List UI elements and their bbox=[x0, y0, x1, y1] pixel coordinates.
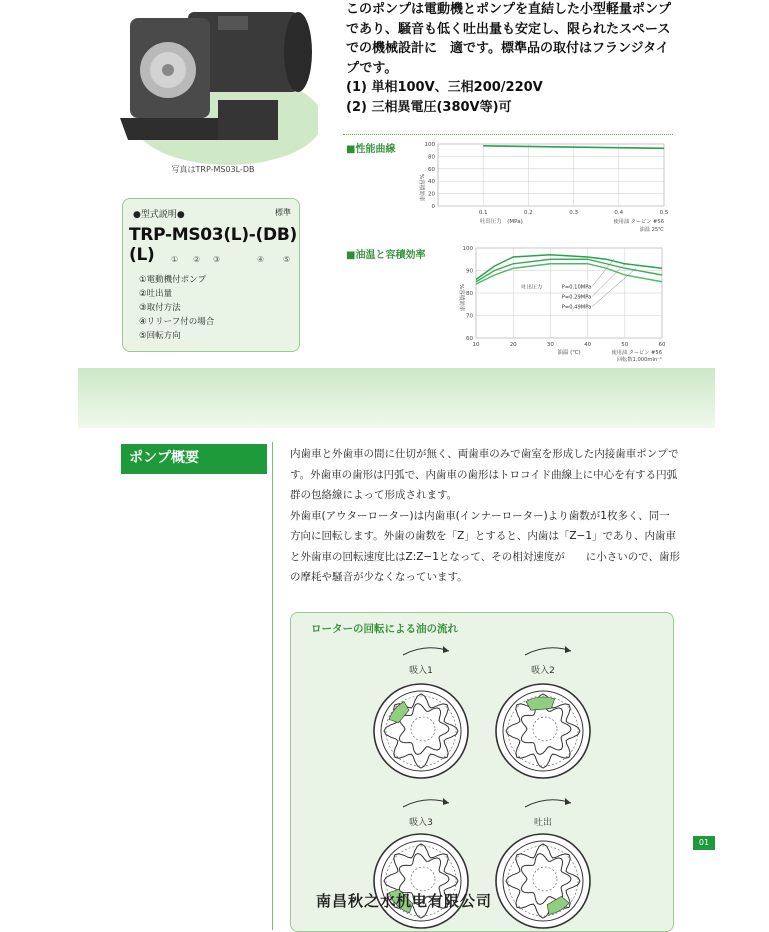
y-tick-label: 100 bbox=[462, 246, 473, 252]
y-tick-label: 40 bbox=[428, 179, 435, 186]
x-tick-label: 0.5 bbox=[659, 210, 669, 216]
rotor-gear-diagram bbox=[371, 681, 471, 781]
section-title: ポンプ概要 bbox=[121, 444, 267, 474]
legend-item: ⑤回転方向 bbox=[139, 331, 181, 341]
legend-entry: P=0.10MPa bbox=[561, 284, 592, 291]
chart-note: 回転数1,000min⁻¹ bbox=[616, 357, 662, 363]
section-band bbox=[78, 368, 715, 428]
x-axis-label: 吐出圧力 (MPa) bbox=[479, 219, 523, 225]
body-paragraph: 外歯車(アウターローター)は内歯車(インナーローター)より歯数が1枚多く、同一方向に回転します。外歯の歯数を「Z」とすると、内歯は「Z−1」であり、内歯車と外歯車の回転速度比はZ:Z−1となって、その相対速度が に小さいので、歯形の摩耗や騒音が少なくなっています。 bbox=[290, 509, 680, 583]
legend-item: ②吐出量 bbox=[139, 289, 173, 299]
diagram-title: ローターの回転による油の流れ bbox=[311, 623, 458, 635]
x-tick-label: 0.2 bbox=[524, 210, 533, 216]
stage-label: 吸入3 bbox=[409, 818, 433, 828]
code-number: ① bbox=[171, 255, 179, 264]
chart-note: 使用油 タービン #56 bbox=[613, 219, 664, 225]
chart-note: 使用油 タービン #56 bbox=[611, 350, 662, 356]
y-tick-label: 90 bbox=[466, 268, 473, 275]
code-number: ③ bbox=[213, 255, 221, 264]
stage-label: 吸入1 bbox=[409, 666, 433, 676]
y-axis-label: %容積効率 bbox=[458, 284, 464, 312]
code-number: ⑤ bbox=[283, 255, 291, 264]
code-number: ② bbox=[193, 255, 201, 264]
performance-chart-title: ■性能曲線 bbox=[346, 144, 396, 155]
model-code-legend bbox=[139, 273, 214, 343]
intro-line: プです。 bbox=[346, 60, 398, 76]
y-tick-label: 70 bbox=[466, 313, 473, 320]
legend-item: ③取付方法 bbox=[139, 303, 181, 313]
x-axis-label: 油温 (℃) bbox=[557, 350, 581, 356]
photo-caption: 写真はTRP-MS03L-DB bbox=[171, 165, 255, 174]
legend-item: ④リリーフ付の場合 bbox=[139, 317, 215, 327]
y-tick-label: 60 bbox=[466, 336, 473, 342]
performance-chart bbox=[410, 138, 680, 236]
model-box-heading: ●型式説明● bbox=[133, 210, 185, 220]
y-tick-label: 100 bbox=[424, 142, 435, 148]
x-tick-label: 10 bbox=[472, 342, 480, 348]
plot-frame bbox=[438, 144, 664, 206]
body-text bbox=[290, 444, 680, 588]
intro-line: (2) 三相異電圧(380V等)可 bbox=[346, 99, 512, 115]
y-tick-label: 80 bbox=[428, 154, 435, 161]
x-tick-label: 30 bbox=[546, 342, 554, 348]
x-tick-label: 60 bbox=[658, 342, 666, 348]
intro-line: での機械設計に 適です。標準品の取付はフランジタイ bbox=[346, 41, 669, 56]
y-tick-label: 20 bbox=[428, 191, 435, 198]
code-number: ④ bbox=[257, 255, 265, 264]
model-code: TRP-MS03(L)-(DB)(L) bbox=[129, 225, 297, 265]
chart-note: 油温 25℃ bbox=[639, 227, 664, 233]
rotation-arrow-icon bbox=[401, 795, 451, 809]
x-tick-label: 50 bbox=[621, 342, 629, 348]
temperature-chart-title: ■油温と容積効率 bbox=[346, 250, 426, 261]
intro-line: (1) 単相100V、三相200/220V bbox=[346, 80, 543, 95]
y-tick-label: 60 bbox=[428, 166, 435, 173]
rotation-arrow-icon bbox=[401, 643, 451, 657]
legend-entry: P=0.29MPa bbox=[561, 294, 592, 301]
y-tick-label: 0 bbox=[431, 204, 435, 210]
legend-entry: P=0.49MPa bbox=[561, 304, 592, 311]
intro-line: であり、騒音も低く吐出量も安定し、限られたスペース bbox=[346, 21, 671, 37]
product-photo bbox=[108, 0, 318, 165]
x-tick-label: 0.1 bbox=[478, 210, 488, 216]
x-tick-label: 0.3 bbox=[569, 210, 578, 216]
stage-label: 吐出 bbox=[533, 818, 552, 828]
legend-item: ①電動機付ポンプ bbox=[139, 275, 207, 285]
x-tick-label: 20 bbox=[509, 342, 517, 348]
rotor-gear-diagram bbox=[493, 681, 593, 781]
stage-label: 吸入2 bbox=[531, 666, 555, 676]
rotor-gear-diagram bbox=[371, 831, 471, 931]
section-divider bbox=[272, 442, 273, 930]
temperature-chart bbox=[450, 242, 680, 366]
page-number: 01 bbox=[693, 836, 715, 850]
model-code-box bbox=[122, 198, 300, 352]
rotation-arrow-icon bbox=[523, 643, 573, 657]
rotor-flow-diagram bbox=[290, 612, 674, 932]
intro-line: このポンプは電動機とポンプを直結した小型軽量ポンプ bbox=[346, 2, 672, 17]
y-axis-label: %容積効率 bbox=[418, 174, 424, 202]
legend-leader bbox=[592, 268, 636, 306]
x-tick-label: 0.4 bbox=[614, 210, 624, 216]
body-paragraph: 内歯車と外歯車の間に仕切が無く、両歯車のみで歯室を形成した内接歯車ポンプです。外歯車の歯形は円弧で、内歯車の歯形はトロコイド曲線上に中心を有する円弧群の包絡線によって形成されます。 bbox=[290, 448, 679, 501]
rotation-arrow-icon bbox=[523, 795, 573, 809]
y-tick-label: 80 bbox=[466, 291, 473, 297]
standard-label: 標準 bbox=[275, 208, 291, 217]
divider bbox=[343, 134, 673, 135]
x-tick-label: 40 bbox=[584, 342, 592, 348]
rotor-gear-diagram bbox=[493, 831, 593, 931]
legend-title: 吐出圧力 bbox=[521, 284, 543, 291]
company-watermark: 南昌秋之水机电有限公司 bbox=[316, 892, 493, 910]
intro-text bbox=[346, 0, 676, 117]
